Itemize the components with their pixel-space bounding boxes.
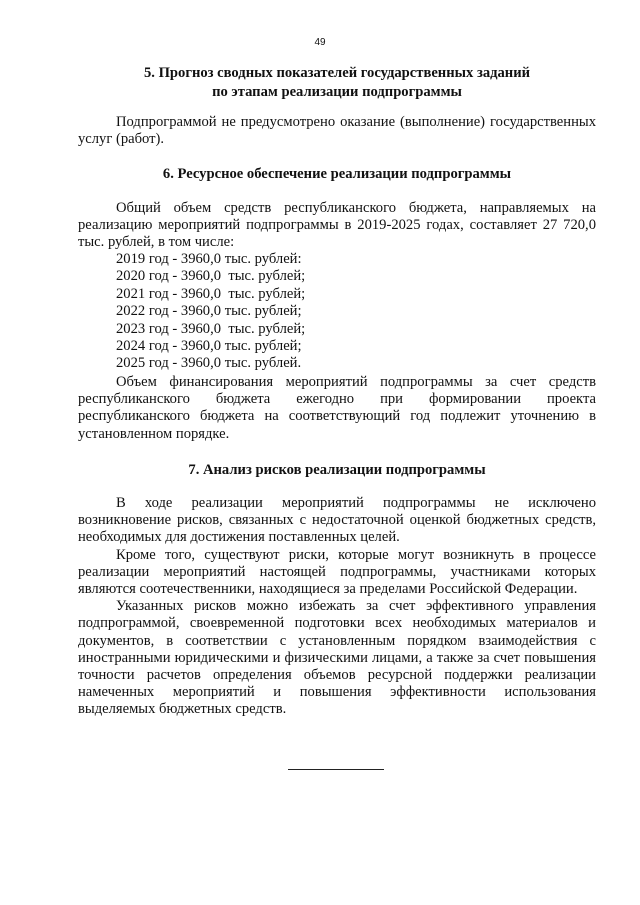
section-6-title: 6. Ресурсное обеспечение реализации подпрограммы [162,166,512,182]
section-5-title-line-1: 5. Прогноз сводных показателей государственных заданий [143,65,531,81]
section-5-title [78,64,596,102]
section-7-paragraph-2: Кроме того, существуют риски, которые могут возникнуть в процессе реализации мероприятий настоящей подпрограммы, участниками которых являются соотечественники, находящиеся за пределами Российской Федерации. [78,546,596,598]
section-6-intro [78,200,596,252]
section-7-title: 7. Анализ рисков реализации подпрограммы [188,462,486,478]
page-number: 49 [314,37,326,48]
funding-year-item: 2022 год - 3960,0 тыс. рублей; [116,303,302,320]
section-6-closing-paragraph: Объем финансирования мероприятий подпрограммы за счет средств республиканского бюджета ежегодно при формировании проекта республиканского бюджета на соответствующий год подлежит уточнению в установленном порядке. [78,374,596,442]
section-6-closing [78,374,596,443]
funding-year-item: 2020 год - 3960,0 тыс. рублей; [116,268,306,285]
funding-year-item: 2024 год - 3960,0 тыс. рублей; [116,338,302,355]
funding-by-year-list [116,251,416,373]
section-7-paragraph-1: В ходе реализации мероприятий подпрограммы не исключено возникновение рисков, связанных с недостаточной оценкой бюджетных средств, необходимых для достижения поставленных целей. [78,495,596,546]
section-6-intro-paragraph: Общий объем средств республиканского бюджета, направляемых на реализацию мероприятий подпрограммы в 2019-2025 годах, составляет 27 720,0 тыс. рублей, в том числе: [78,200,596,251]
section-5-paragraph: Подпрограммой не предусмотрено оказание (выполнение) государственных услуг (работ). [78,114,596,148]
section-7-body [78,495,596,719]
funding-year-item: 2019 год - 3960,0 тыс. рублей: [116,251,302,267]
funding-year-item: 2025 год - 3960,0 тыс. рублей. [116,355,302,372]
section-5-title-line-2: по этапам реализации подпрограммы [212,84,462,100]
section-7-paragraph-3: Указанных рисков можно избежать за счет эффективного управления подпрограммой, своевременной подготовки всех необходимых материалов и документов, в соответствии с установленным порядком взаимодействия с иностранными юридическими и физическими лицами, а также за счет повышения точности расчетов определения объемов ресурсной поддержки реализации намеченных мероприятий и повышения эффективности использования выделяемых бюджетных средств. [78,598,596,718]
funding-year-item: 2023 год - 3960,0 тыс. рублей; [116,320,306,337]
section-5-body [78,114,596,148]
funding-year-item: 2021 год - 3960,0 тыс. рублей; [116,285,306,302]
closing-divider-line [288,769,384,770]
